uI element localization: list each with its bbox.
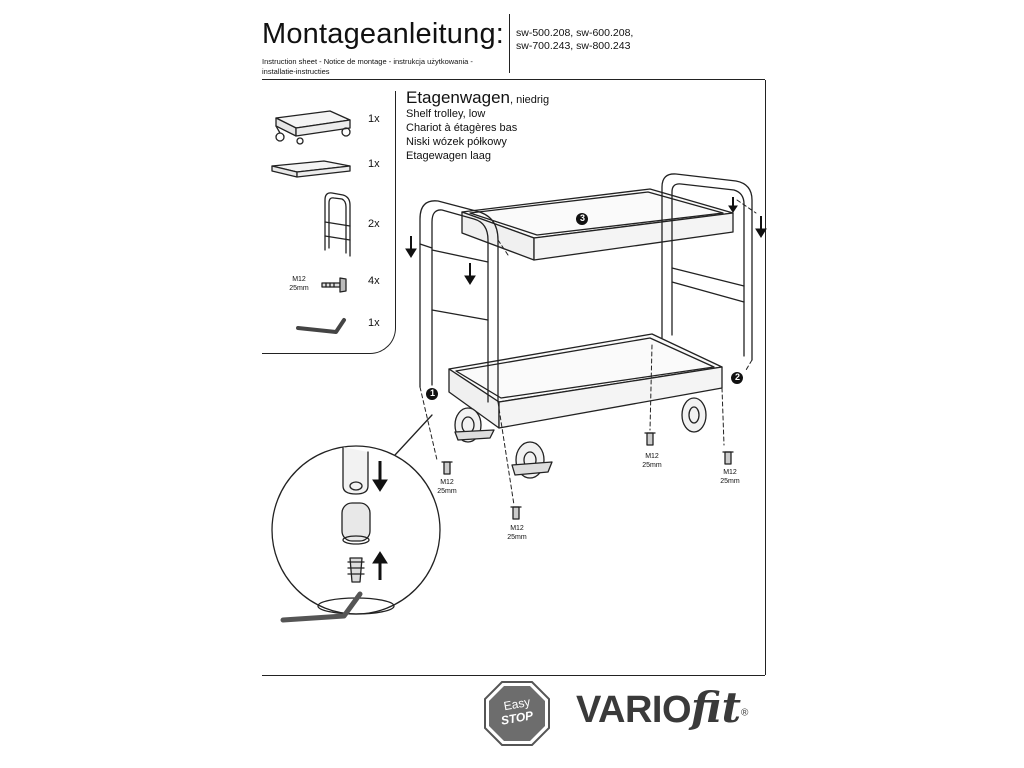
registered-mark: ® [740,707,749,719]
part-qty-tray: 1x [368,158,380,170]
product-translation-en: Shelf trolley, low [406,108,486,120]
detail-zoom [272,415,440,620]
screw-length: 25mm [642,462,662,469]
bottom-tray [449,334,722,428]
screw-icon [322,278,346,292]
tray-shelf-icon [272,161,350,177]
brand-logo [576,683,748,732]
step-number-1: 1 [429,388,435,398]
allen-key-icon [298,320,344,332]
screw-length: 25mm [507,534,527,541]
product-qualifier: , niedrig [509,94,550,106]
model-line-1: sw-500.208, sw-600.208, [516,27,634,39]
part-qty-screw: 4x [368,275,380,287]
product-translation-pl: Niski wózek półkowy [406,136,507,148]
model-line-2: sw-700.243, sw-800.243 [516,40,631,52]
product-name: Etagenwagen [406,88,510,107]
part-qty-base: 1x [368,113,380,125]
product-translation-nl: Etagewagen laag [406,150,492,162]
part-screw-size: M12 [292,276,306,283]
screw-size: M12 [440,479,454,486]
brand-script: fit [691,683,741,732]
trolley-base-icon [276,111,350,144]
badge-stop-text: STOP [499,708,535,728]
badge-easy-text: Easy [502,694,532,714]
product-translation-fr: Chariot à étagères bas [406,122,518,134]
part-qty-handle: 2x [368,218,380,230]
part-qty-key: 1x [368,317,380,329]
screw-length: 25mm [720,478,740,485]
screw-size: M12 [645,453,659,460]
page-title: Montageanleitung: [262,18,505,50]
step-number-3: 3 [579,213,585,223]
top-tray [462,189,733,260]
screw-size: M12 [723,469,737,476]
step-number-2: 2 [734,372,740,382]
screw-marks [442,433,733,519]
part-screw-length: 25mm [289,285,309,292]
brand-main: VARIO [576,689,692,731]
subtitle-languages: Instruction sheet - Notice de montage - instrukcja użytkowania - installatie-instructies [262,57,473,76]
screw-length: 25mm [437,488,457,495]
handle-frame-icon [325,193,350,256]
screw-size: M12 [510,525,524,532]
